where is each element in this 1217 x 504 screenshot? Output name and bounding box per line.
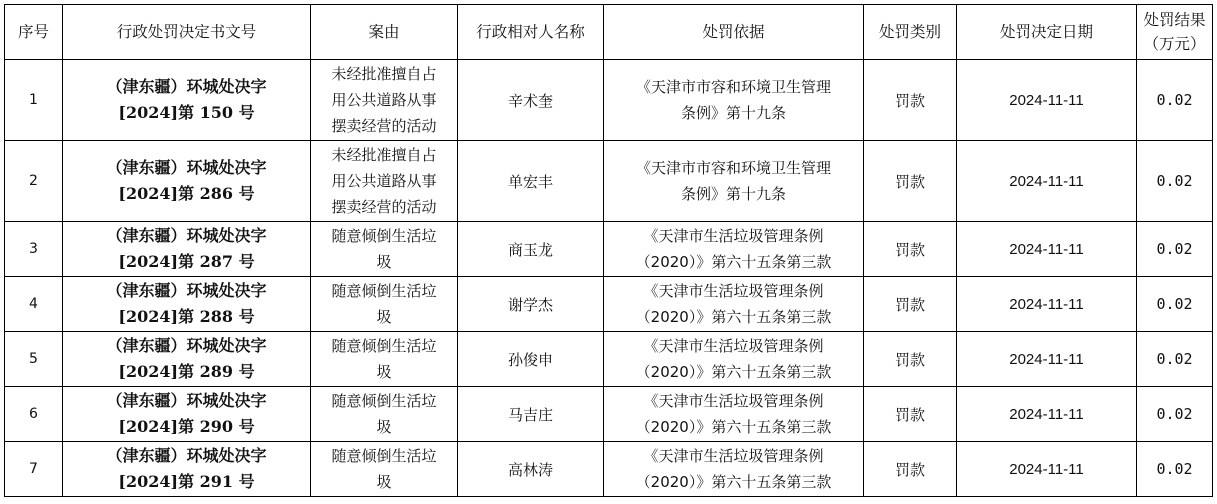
reason-line: 圾	[376, 363, 392, 381]
cell-seq: 7	[5, 442, 63, 497]
table-row	[5, 277, 1213, 332]
cell-basis	[604, 442, 864, 497]
header-seq: 序号	[5, 5, 63, 60]
table-row	[5, 222, 1213, 277]
cell-party: 高林涛	[458, 442, 604, 497]
cell-date: 2024-11-11	[957, 277, 1137, 332]
reason-line: 用公共道路从事	[331, 172, 437, 190]
cell-doc-no	[63, 332, 311, 387]
cell-doc-no	[63, 277, 311, 332]
cell-type: 罚款	[864, 332, 957, 387]
table-row	[5, 60, 1213, 141]
cell-date: 2024-11-11	[957, 442, 1137, 497]
table-row	[5, 442, 1213, 497]
cell-date: 2024-11-11	[957, 332, 1137, 387]
header-result-line1: 处罚结果	[1143, 11, 1206, 29]
basis-line2: （2020）》第六十五条第三款	[635, 253, 832, 271]
cell-result: 0.02	[1137, 277, 1213, 332]
cell-basis	[604, 141, 864, 222]
reason-line: 摆卖经营的活动	[331, 198, 437, 216]
cell-type: 罚款	[864, 277, 957, 332]
reason-line: 随意倾倒生活垃	[331, 392, 437, 410]
cell-seq: 6	[5, 387, 63, 442]
reason-line: 圾	[376, 418, 392, 436]
doc-no-line1: （津东疆）环城处决字	[106, 158, 267, 177]
basis-line1: 《天津市市容和环境卫生管理	[635, 78, 831, 96]
basis-line2: 条例》第十九条	[680, 185, 786, 203]
penalty-table	[4, 4, 1213, 497]
cell-type: 罚款	[864, 387, 957, 442]
doc-no-line2: [2024]第 150 号	[118, 103, 255, 122]
cell-date: 2024-11-11	[957, 141, 1137, 222]
doc-no-line2: [2024]第 288 号	[118, 307, 255, 326]
cell-seq: 2	[5, 141, 63, 222]
doc-no-line1: （津东疆）环城处决字	[106, 446, 267, 465]
cell-basis	[604, 387, 864, 442]
cell-type: 罚款	[864, 60, 957, 141]
basis-line2: （2020）》第六十五条第三款	[635, 363, 832, 381]
cell-result: 0.02	[1137, 442, 1213, 497]
header-party: 行政相对人名称	[458, 5, 604, 60]
cell-reason	[311, 332, 458, 387]
cell-seq: 1	[5, 60, 63, 141]
reason-line: 随意倾倒生活垃	[331, 227, 437, 245]
header-basis: 处罚依据	[604, 5, 864, 60]
basis-line1: 《天津市生活垃圾管理条例	[643, 447, 824, 465]
cell-type: 罚款	[864, 141, 957, 222]
reason-line: 随意倾倒生活垃	[331, 447, 437, 465]
cell-basis	[604, 332, 864, 387]
cell-reason	[311, 60, 458, 141]
doc-no-line1: （津东疆）环城处决字	[106, 391, 267, 410]
cell-doc-no	[63, 387, 311, 442]
reason-line: 圾	[376, 253, 392, 271]
cell-date: 2024-11-11	[957, 222, 1137, 277]
basis-line2: （2020）》第六十五条第三款	[635, 473, 832, 491]
table-header-row	[5, 5, 1213, 60]
basis-line1: 《天津市生活垃圾管理条例	[643, 282, 824, 300]
doc-no-line2: [2024]第 287 号	[118, 252, 255, 271]
cell-party: 单宏丰	[458, 141, 604, 222]
cell-result: 0.02	[1137, 332, 1213, 387]
cell-seq: 4	[5, 277, 63, 332]
cell-type: 罚款	[864, 442, 957, 497]
table-row	[5, 387, 1213, 442]
table-body	[5, 60, 1213, 497]
cell-party: 谢学杰	[458, 277, 604, 332]
cell-result: 0.02	[1137, 60, 1213, 141]
basis-line2: 条例》第十九条	[680, 104, 786, 122]
cell-result: 0.02	[1137, 222, 1213, 277]
header-date: 处罚决定日期	[957, 5, 1137, 60]
doc-no-line1: （津东疆）环城处决字	[106, 281, 267, 300]
reason-line: 随意倾倒生活垃	[331, 337, 437, 355]
header-doc-no: 行政处罚决定书文号	[63, 5, 311, 60]
cell-party: 商玉龙	[458, 222, 604, 277]
table-row	[5, 141, 1213, 222]
header-result-line2: （万元）	[1143, 35, 1206, 53]
cell-type: 罚款	[864, 222, 957, 277]
basis-line1: 《天津市市容和环境卫生管理	[635, 159, 831, 177]
reason-line: 随意倾倒生活垃	[331, 282, 437, 300]
cell-basis	[604, 277, 864, 332]
cell-reason	[311, 222, 458, 277]
reason-line: 圾	[376, 308, 392, 326]
cell-reason	[311, 141, 458, 222]
cell-seq: 3	[5, 222, 63, 277]
doc-no-line1: （津东疆）环城处决字	[106, 77, 267, 96]
reason-line: 摆卖经营的活动	[331, 117, 437, 135]
cell-basis	[604, 222, 864, 277]
basis-line2: （2020）》第六十五条第三款	[635, 418, 832, 436]
reason-line: 用公共道路从事	[331, 91, 437, 109]
basis-line1: 《天津市生活垃圾管理条例	[643, 337, 824, 355]
basis-line1: 《天津市生活垃圾管理条例	[643, 227, 824, 245]
doc-no-line1: （津东疆）环城处决字	[106, 226, 267, 245]
basis-line2: （2020）》第六十五条第三款	[635, 308, 832, 326]
doc-no-line1: （津东疆）环城处决字	[106, 336, 267, 355]
cell-result: 0.02	[1137, 141, 1213, 222]
cell-date: 2024-11-11	[957, 60, 1137, 141]
reason-line: 未经批准擅自占	[331, 146, 437, 164]
doc-no-line2: [2024]第 290 号	[118, 417, 255, 436]
cell-reason	[311, 277, 458, 332]
basis-line1: 《天津市生活垃圾管理条例	[643, 392, 824, 410]
doc-no-line2: [2024]第 289 号	[118, 362, 255, 381]
reason-line: 圾	[376, 473, 392, 491]
cell-party: 马吉庄	[458, 387, 604, 442]
header-type: 处罚类别	[864, 5, 957, 60]
cell-doc-no	[63, 60, 311, 141]
cell-doc-no	[63, 141, 311, 222]
cell-doc-no	[63, 222, 311, 277]
cell-reason	[311, 387, 458, 442]
cell-date: 2024-11-11	[957, 387, 1137, 442]
cell-basis	[604, 60, 864, 141]
header-reason: 案由	[311, 5, 458, 60]
cell-party: 孙俊申	[458, 332, 604, 387]
cell-reason	[311, 442, 458, 497]
cell-party: 辛术奎	[458, 60, 604, 141]
cell-seq: 5	[5, 332, 63, 387]
doc-no-line2: [2024]第 286 号	[118, 184, 255, 203]
header-result	[1137, 5, 1213, 60]
doc-no-line2: [2024]第 291 号	[118, 472, 255, 491]
table-row	[5, 332, 1213, 387]
reason-line: 未经批准擅自占	[331, 65, 437, 83]
cell-result: 0.02	[1137, 387, 1213, 442]
cell-doc-no	[63, 442, 311, 497]
